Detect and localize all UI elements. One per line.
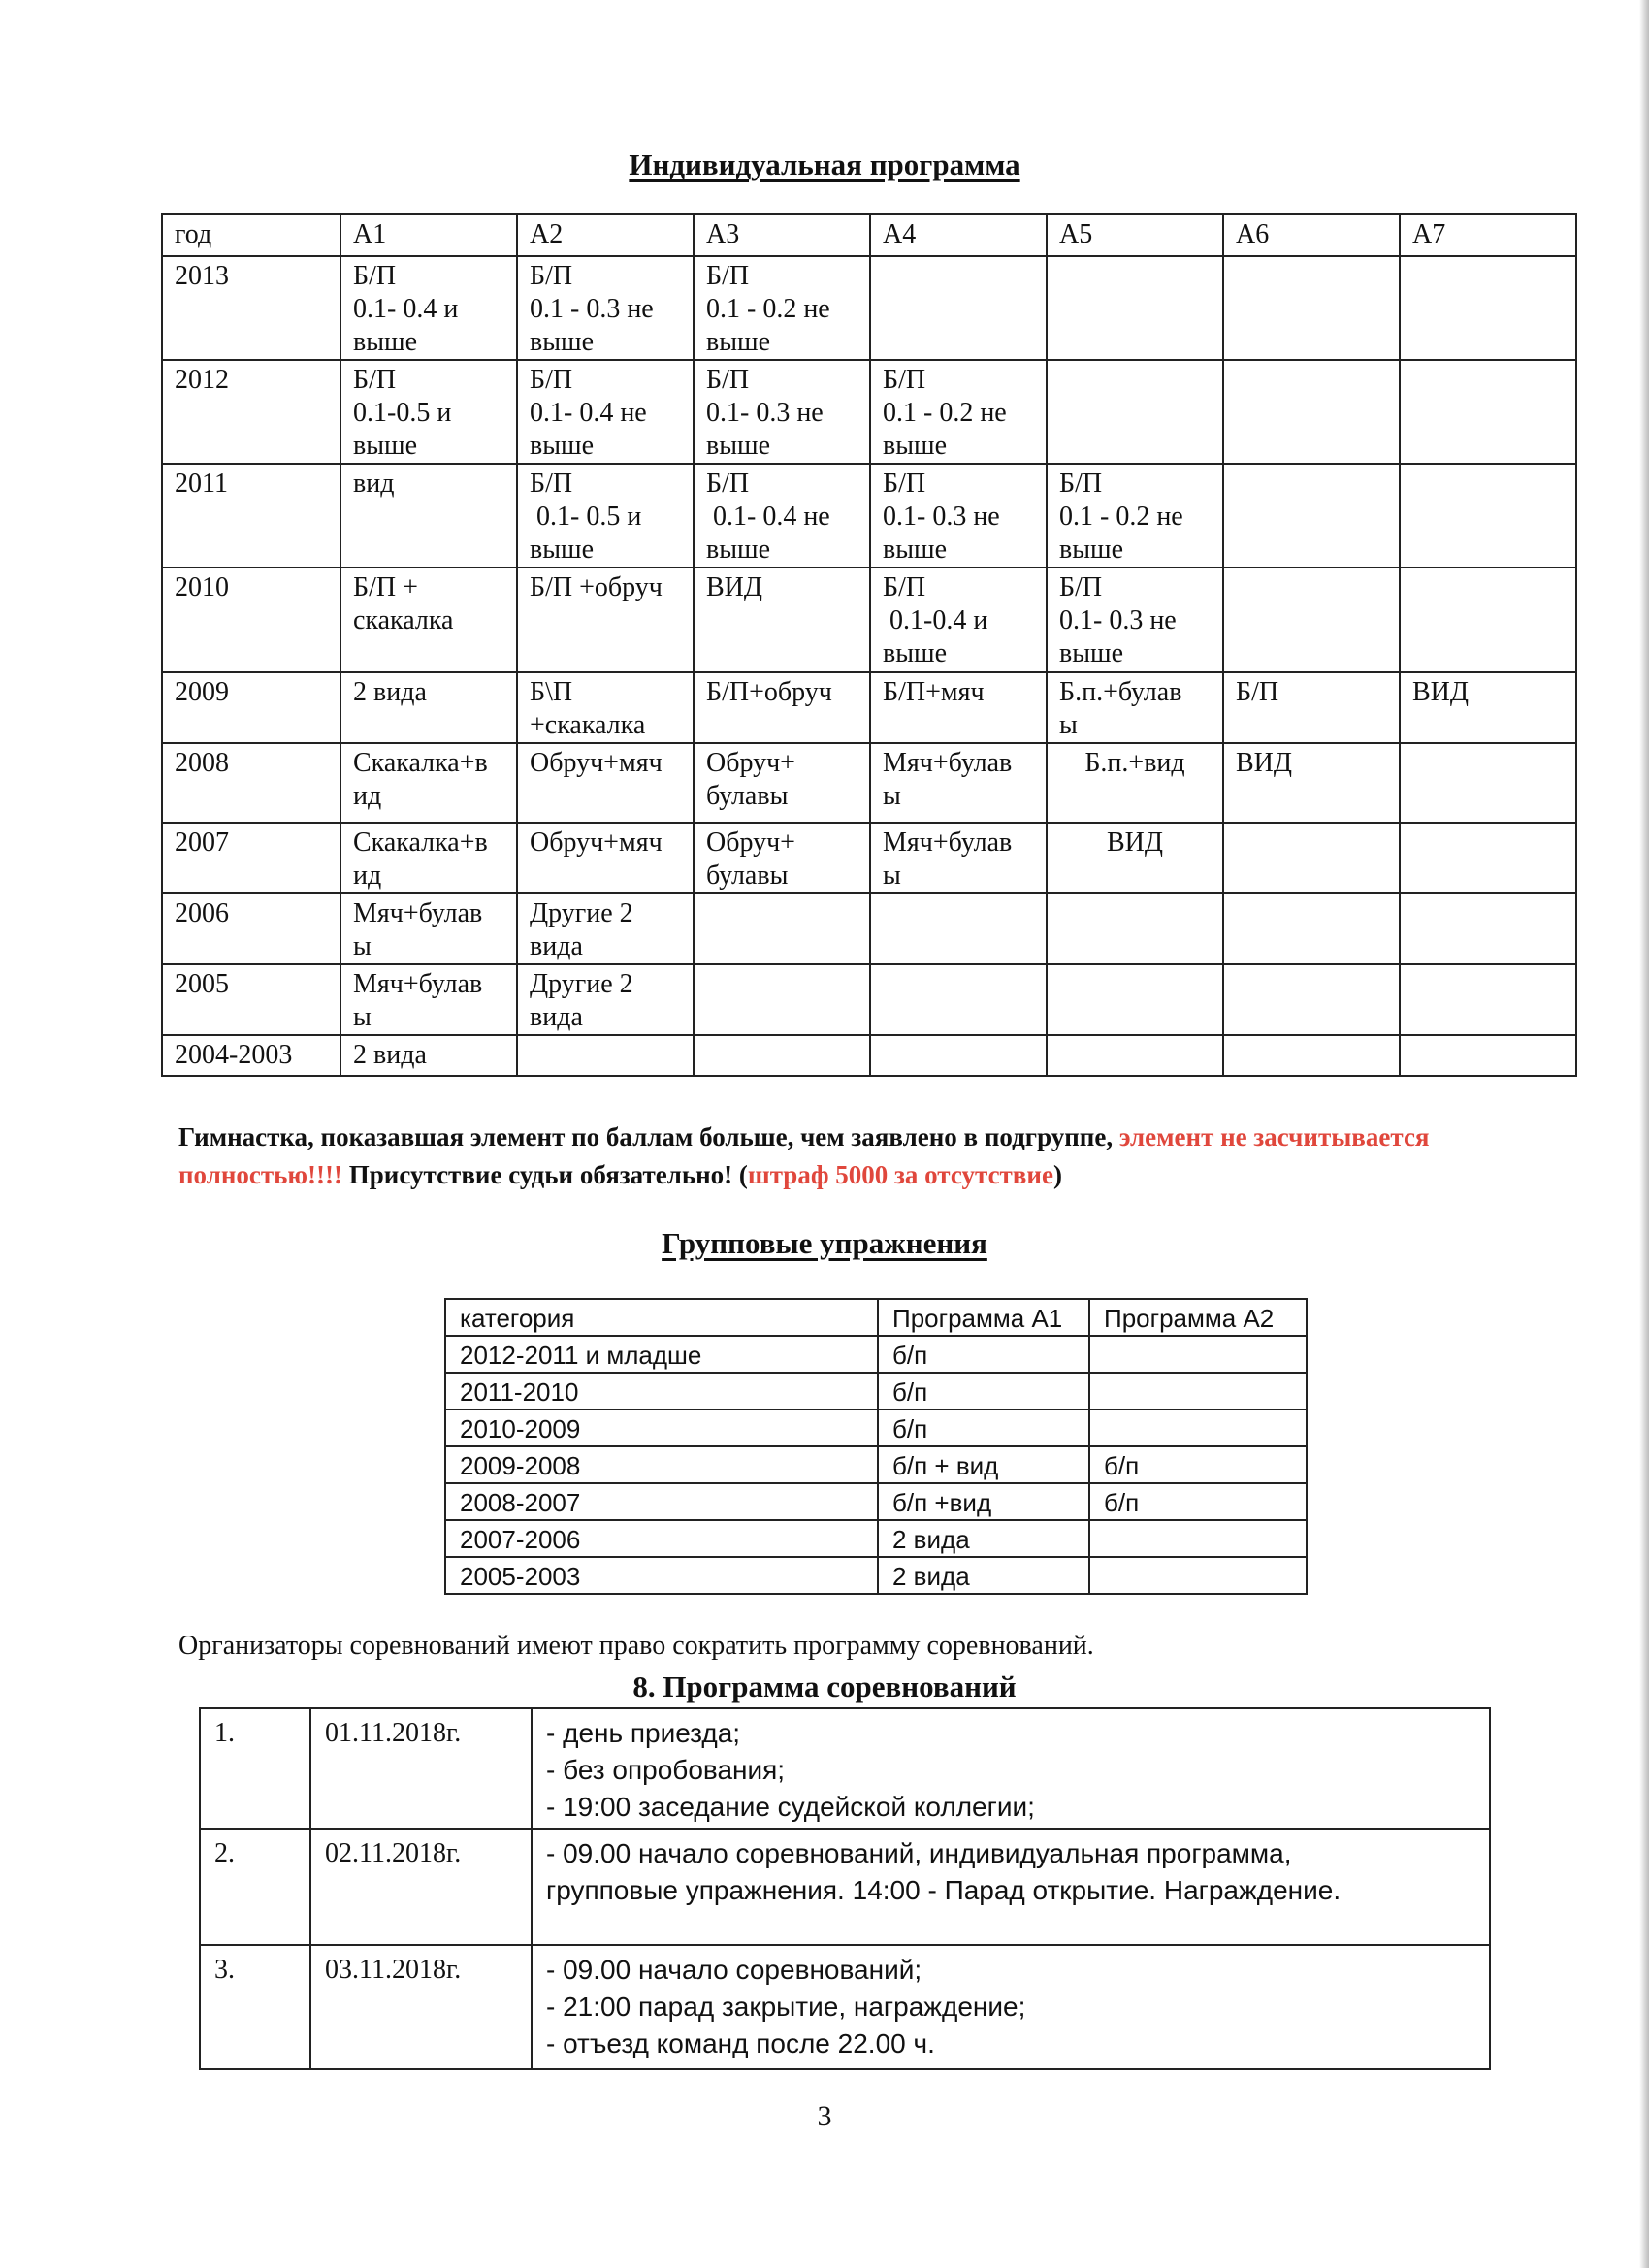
cell-line: Обруч+мяч <box>530 827 663 858</box>
year-cell: 2008 <box>162 743 340 823</box>
program-cell <box>1047 256 1223 360</box>
program-cell <box>1089 1373 1307 1409</box>
page-number: 3 <box>817 2100 832 2132</box>
program-cell <box>694 1035 870 1076</box>
cell-line: выше <box>1059 638 1124 668</box>
competition-schedule-table <box>199 1707 1491 2070</box>
schedule-line: - отъезд команд после 22.00 ч. <box>546 2028 935 2058</box>
cell-line: Б/П <box>1236 677 1279 707</box>
cell-line: ВИД <box>706 572 762 602</box>
cell-line: выше <box>530 327 595 357</box>
program-cell: б/п <box>1089 1483 1307 1520</box>
cell-line: Б/П <box>1059 469 1103 499</box>
column-header: год <box>162 214 340 256</box>
year-cell: 2011 <box>162 464 340 567</box>
column-header: А3 <box>694 214 870 256</box>
individual-program-table <box>161 213 1577 1077</box>
schedule-line: - 21:00 парад закрытие, награждение; <box>546 1992 1026 2022</box>
program-cell <box>1223 743 1400 823</box>
cell-line: Скакалка+в <box>353 748 488 778</box>
cell-line: Б/П <box>883 365 926 395</box>
program-cell: б/п <box>878 1373 1089 1409</box>
cell-line: 0.1 - 0.2 не <box>883 398 1007 428</box>
cell-line: Другие 2 <box>530 969 633 999</box>
cell-line: ВИД <box>1412 677 1469 707</box>
cell-line: Б/П <box>706 261 750 291</box>
column-header: А7 <box>1400 214 1576 256</box>
program-cell <box>1400 567 1576 672</box>
cell-line: Б/П <box>706 469 750 499</box>
cell-line: Б/П <box>353 261 397 291</box>
cell-line: Б.п.+булав <box>1059 677 1182 707</box>
table-row <box>162 360 1576 464</box>
cell-line: скакалка <box>353 605 454 635</box>
table-header-row <box>162 214 1576 256</box>
table-row <box>162 672 1576 743</box>
program-cell <box>694 464 870 567</box>
cell-line: Б/П + <box>353 572 418 602</box>
program-cell <box>340 743 517 823</box>
program-cell <box>517 360 694 464</box>
cell-line: 0.1-0.5 и <box>353 398 452 428</box>
schedule-row <box>200 1708 1490 1829</box>
program-cell <box>1400 464 1576 567</box>
cell-line: Б\П <box>530 677 573 707</box>
program-cell <box>1400 672 1576 743</box>
cell-line: ы <box>1059 710 1078 740</box>
schedule-row <box>200 1829 1490 1945</box>
cell-line: 0.1- 0.4 не <box>706 502 830 532</box>
year-cell: 2009 <box>162 672 340 743</box>
program-cell <box>517 823 694 893</box>
program-cell <box>694 964 870 1035</box>
program-cell <box>1089 1557 1307 1594</box>
cell-line: выше <box>706 431 771 461</box>
program-cell <box>870 893 1047 964</box>
cell-line: выше <box>706 327 771 357</box>
schedule-line: - 09.00 начало соревнований; <box>546 1955 922 1985</box>
column-header: А2 <box>517 214 694 256</box>
cell-line: Мяч+булав <box>883 748 1013 778</box>
cell-line: ы <box>883 781 901 811</box>
day-date: 01.11.2018г. <box>310 1708 532 1829</box>
program-cell <box>340 464 517 567</box>
schedule-line: - день приезда; <box>546 1718 741 1748</box>
day-number: 2. <box>200 1829 310 1945</box>
judging-notice: Гимнастка, показавшая элемент по баллам больше, чем заявлено в подгруппе, элемент не засчитывается полностью!!!! Присутствие судьи обязательно! (штраф 5000 за отсутствие) <box>178 1122 1430 1189</box>
program-cell <box>694 360 870 464</box>
cell-line: 0.1 - 0.2 не <box>1059 502 1183 532</box>
program-cell <box>517 567 694 672</box>
cell-line: 0.1 - 0.2 не <box>706 294 830 324</box>
table-row <box>162 1035 1576 1076</box>
cell-line: 0.1- 0.3 не <box>706 398 824 428</box>
table-row <box>445 1557 1307 1594</box>
program-cell <box>694 672 870 743</box>
program-cell <box>1047 743 1223 823</box>
program-cell <box>1047 823 1223 893</box>
cell-line: ы <box>353 931 372 961</box>
cell-line: булавы <box>706 781 789 811</box>
program-cell <box>1223 893 1400 964</box>
table-row <box>162 464 1576 567</box>
program-cell <box>517 743 694 823</box>
category-cell: 2009-2008 <box>445 1446 878 1483</box>
cell-line: 0.1- 0.5 и <box>530 502 642 532</box>
schedule-row <box>200 1945 1490 2069</box>
program-cell <box>870 743 1047 823</box>
program-cell <box>517 256 694 360</box>
program-cell <box>340 360 517 464</box>
table-header-row <box>445 1299 1307 1336</box>
year-cell: 2012 <box>162 360 340 464</box>
program-cell <box>517 1035 694 1076</box>
scanned-page-edge <box>1639 0 1649 2268</box>
program-cell <box>340 893 517 964</box>
program-cell <box>870 360 1047 464</box>
program-cell: б/п <box>878 1409 1089 1446</box>
group-exercises-table <box>444 1298 1308 1595</box>
schedule-line: - 09.00 начало соревнований, индивидуальная программа, <box>546 1838 1292 1868</box>
cell-line: Б/П <box>530 261 573 291</box>
category-cell: 2012-2011 и младше <box>445 1336 878 1373</box>
program-cell <box>870 672 1047 743</box>
program-cell <box>1223 1035 1400 1076</box>
program-cell <box>517 964 694 1035</box>
cell-line: Б.п.+вид <box>1084 748 1185 778</box>
cell-line: выше <box>530 535 595 565</box>
cell-line: Б/П <box>530 365 573 395</box>
program-cell <box>1223 964 1400 1035</box>
day-description <box>532 1708 1490 1829</box>
cell-line: вида <box>530 1002 583 1032</box>
program-cell <box>1047 1035 1223 1076</box>
cell-line: 2 вида <box>353 1040 427 1070</box>
schedule-line: - без опробования; <box>546 1755 786 1785</box>
program-cell <box>1047 893 1223 964</box>
program-cell: б/п <box>1089 1446 1307 1483</box>
program-cell <box>1089 1336 1307 1373</box>
category-cell: 2008-2007 <box>445 1483 878 1520</box>
program-cell <box>694 893 870 964</box>
cell-line: вид <box>353 469 395 499</box>
cell-line: Б/П <box>1059 572 1103 602</box>
column-header: Программа А1 <box>878 1299 1089 1336</box>
year-cell: 2010 <box>162 567 340 672</box>
program-cell <box>694 567 870 672</box>
cell-line: Обруч+мяч <box>530 748 663 778</box>
cell-line: Б/П <box>353 365 397 395</box>
program-cell <box>1400 823 1576 893</box>
table-row <box>445 1483 1307 1520</box>
table-row <box>162 823 1576 893</box>
cell-line: Б/П <box>883 572 926 602</box>
column-header: А6 <box>1223 214 1400 256</box>
category-cell: 2010-2009 <box>445 1409 878 1446</box>
cell-line: 2 вида <box>353 677 427 707</box>
table-row <box>162 964 1576 1035</box>
program-cell <box>340 1035 517 1076</box>
cell-line: Обруч+ <box>706 748 795 778</box>
program-cell <box>694 823 870 893</box>
column-header: Программа А2 <box>1089 1299 1307 1336</box>
program-cell <box>870 1035 1047 1076</box>
cell-line: Б/П+мяч <box>883 677 985 707</box>
organizers-note: Организаторы соревнований имеют право сократить программу соревнований. <box>178 1631 1094 1661</box>
cell-line: выше <box>883 431 948 461</box>
program-cell <box>870 256 1047 360</box>
category-cell: 2011-2010 <box>445 1373 878 1409</box>
table-row <box>445 1336 1307 1373</box>
program-cell <box>517 672 694 743</box>
cell-line: ы <box>353 1002 372 1032</box>
table-row <box>445 1446 1307 1483</box>
program-cell <box>1047 672 1223 743</box>
program-cell: б/п <box>878 1336 1089 1373</box>
cell-line: выше <box>706 535 771 565</box>
program-cell: 2 вида <box>878 1520 1089 1557</box>
cell-line: выше <box>353 327 418 357</box>
cell-line: Мяч+булав <box>883 827 1013 858</box>
program-cell <box>1400 1035 1576 1076</box>
cell-line: 0.1- 0.4 не <box>530 398 647 428</box>
program-cell <box>1223 823 1400 893</box>
cell-line: выше <box>530 431 595 461</box>
cell-line: Мяч+булав <box>353 969 483 999</box>
program-cell <box>340 823 517 893</box>
day-date: 02.11.2018г. <box>310 1829 532 1945</box>
program-cell <box>1223 672 1400 743</box>
cell-line: 0.1-0.4 и <box>883 605 988 635</box>
program-cell <box>870 567 1047 672</box>
program-cell: б/п +вид <box>878 1483 1089 1520</box>
category-cell: 2007-2006 <box>445 1520 878 1557</box>
program-cell <box>1400 893 1576 964</box>
cell-line: 0.1- 0.4 и <box>353 294 459 324</box>
program-cell <box>1400 360 1576 464</box>
day-description <box>532 1829 1490 1945</box>
day-description <box>532 1945 1490 2069</box>
cell-line: ВИД <box>1107 827 1163 858</box>
program-cell <box>1047 360 1223 464</box>
cell-line: Б/П <box>706 365 750 395</box>
program-cell <box>1223 567 1400 672</box>
cell-line: Б/П <box>530 469 573 499</box>
cell-line: выше <box>353 431 418 461</box>
day-number: 1. <box>200 1708 310 1829</box>
year-cell: 2007 <box>162 823 340 893</box>
program-cell <box>1047 567 1223 672</box>
table-row <box>162 743 1576 823</box>
group-exercises-title: Групповые упражнения <box>662 1226 987 1260</box>
program-cell <box>870 464 1047 567</box>
year-cell: 2013 <box>162 256 340 360</box>
table-row <box>162 567 1576 672</box>
cell-line: Обруч+ <box>706 827 795 858</box>
cell-line: ид <box>353 781 382 811</box>
program-cell <box>1047 964 1223 1035</box>
program-cell <box>1223 256 1400 360</box>
cell-line: Мяч+булав <box>353 898 483 928</box>
cell-line: выше <box>883 535 948 565</box>
cell-line: Б/П +обруч <box>530 572 663 602</box>
program-cell <box>1223 464 1400 567</box>
program-cell <box>1089 1409 1307 1446</box>
year-cell: 2005 <box>162 964 340 1035</box>
program-cell <box>1400 964 1576 1035</box>
cell-line: Другие 2 <box>530 898 633 928</box>
cell-line: ВИД <box>1236 748 1292 778</box>
program-cell <box>1223 360 1400 464</box>
cell-line: вида <box>530 931 583 961</box>
table-row <box>445 1409 1307 1446</box>
cell-line: ы <box>883 860 901 891</box>
individual-program-title: Индивидуальная программа <box>629 147 1020 181</box>
program-cell <box>340 567 517 672</box>
table-row <box>162 256 1576 360</box>
cell-line: 0.1- 0.3 не <box>1059 605 1177 635</box>
column-header: А4 <box>870 214 1047 256</box>
program-cell <box>1047 464 1223 567</box>
program-cell <box>517 893 694 964</box>
program-cell: б/п + вид <box>878 1446 1089 1483</box>
program-cell: 2 вида <box>878 1557 1089 1594</box>
program-cell <box>340 964 517 1035</box>
schedule-line: - 19:00 заседание судейской коллегии; <box>546 1792 1035 1822</box>
schedule-line: групповые упражнения. 14:00 - Парад открытие. Награждение. <box>546 1875 1342 1905</box>
year-cell: 2004-2003 <box>162 1035 340 1076</box>
program-cell <box>340 672 517 743</box>
competition-schedule-title: 8. Программа соревнований <box>632 1669 1017 1703</box>
program-cell <box>694 743 870 823</box>
cell-line: выше <box>1059 535 1124 565</box>
program-cell <box>870 964 1047 1035</box>
cell-line: 0.1- 0.3 не <box>883 502 1000 532</box>
cell-line: ид <box>353 860 382 891</box>
program-cell <box>870 823 1047 893</box>
program-cell <box>1400 256 1576 360</box>
cell-line: Б/П+обруч <box>706 677 832 707</box>
cell-line: +скакалка <box>530 710 646 740</box>
day-date: 03.11.2018г. <box>310 1945 532 2069</box>
day-number: 3. <box>200 1945 310 2069</box>
table-row <box>162 893 1576 964</box>
program-cell <box>1089 1520 1307 1557</box>
year-cell: 2006 <box>162 893 340 964</box>
table-row <box>445 1520 1307 1557</box>
column-header: А1 <box>340 214 517 256</box>
category-cell: 2005-2003 <box>445 1557 878 1594</box>
column-header: категория <box>445 1299 878 1336</box>
cell-line: Б/П <box>883 469 926 499</box>
program-cell <box>1400 743 1576 823</box>
program-cell <box>340 256 517 360</box>
cell-line: Скакалка+в <box>353 827 488 858</box>
program-cell <box>694 256 870 360</box>
cell-line: 0.1 - 0.3 не <box>530 294 654 324</box>
cell-line: булавы <box>706 860 789 891</box>
table-row <box>445 1373 1307 1409</box>
program-cell <box>517 464 694 567</box>
column-header: А5 <box>1047 214 1223 256</box>
cell-line: выше <box>883 638 948 668</box>
